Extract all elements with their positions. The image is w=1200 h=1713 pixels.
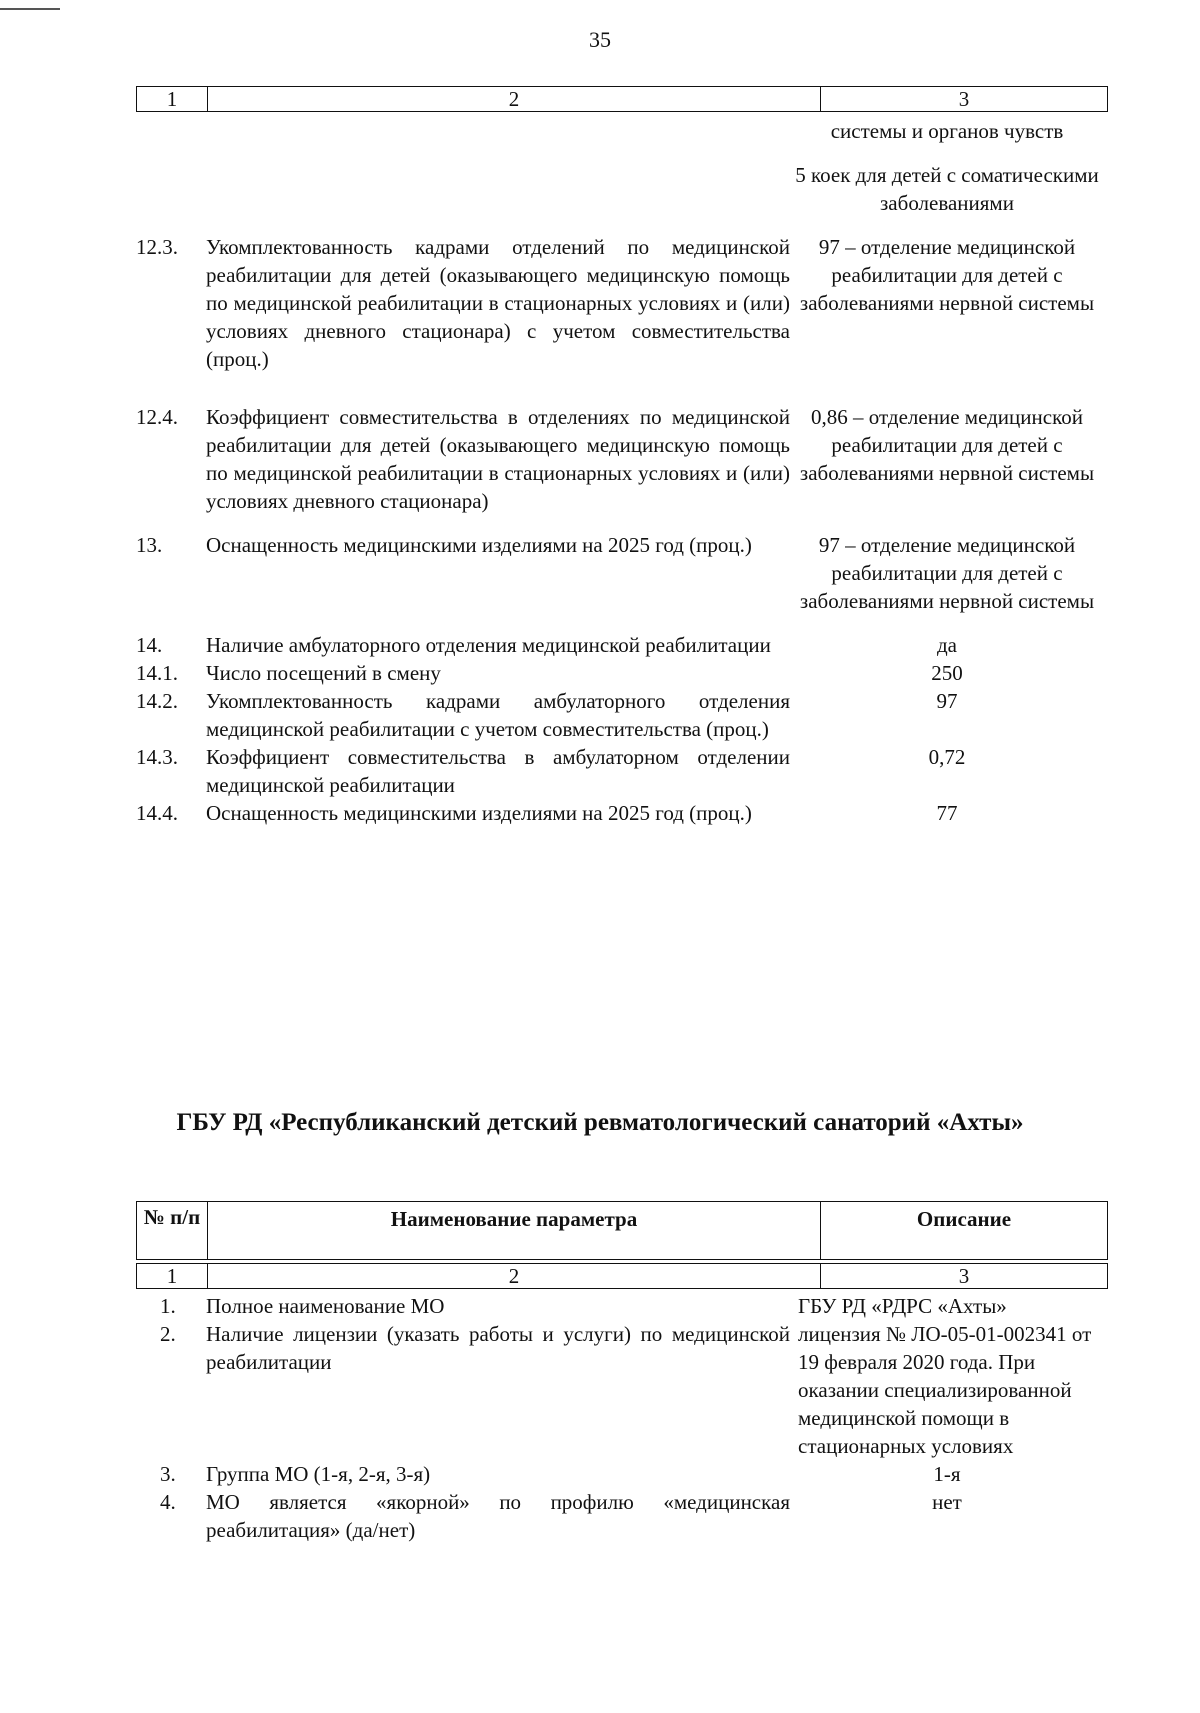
row-description: 77 [936, 801, 958, 825]
table2-colnum-1: 1 [137, 1264, 208, 1289]
row-number: 3. [160, 1462, 176, 1486]
row-parameter: Число посещений в смену [206, 661, 441, 685]
row-parameter: Укомплектованность кадрами амбулаторного отделения медицинской реабилитации с учетом совместительства (проц.) [206, 689, 790, 741]
table1-colnum-3: 3 [821, 87, 1108, 112]
table-row [136, 743, 1104, 799]
row-number: 12.3. [136, 235, 178, 259]
table-row [136, 1320, 1104, 1460]
row-description: 0,72 [928, 745, 966, 769]
row-description: лицензия № ЛО-05-01-002341 от 19 февраля 2020 года. При оказании специализированной медицинской помощи в стационарных условиях [798, 1322, 1092, 1458]
table-row [136, 1488, 1104, 1544]
table-row [136, 659, 1104, 687]
section-title [0, 1106, 1200, 1140]
row-number: 14. [136, 633, 163, 657]
row-number: 14.4. [136, 801, 178, 825]
row-number: 4. [160, 1490, 176, 1514]
row-description: 97 [936, 689, 958, 713]
table-row [136, 799, 1104, 827]
table-row [136, 631, 1104, 659]
row-description: 250 [931, 661, 963, 685]
row-number: 14.3. [136, 745, 178, 769]
row-description: 97 – отделение медицинской реабилитации для детей с заболеваниями нервной системы [799, 235, 1095, 315]
row-description: да [936, 633, 957, 657]
row-number: 13. [136, 533, 163, 557]
row-parameter: Группа МО (1-я, 2-я, 3-я) [206, 1462, 431, 1486]
table1-column-number-row [136, 86, 1108, 112]
header-parameter: Наименование параметра [208, 1202, 821, 1260]
row-number: 1. [160, 1294, 176, 1318]
table1-continuation-2: 5 коек для детей с соматическими заболеваниями [795, 163, 1099, 215]
row-parameter: Укомплектованность кадрами отделений по медицинской реабилитации для детей (оказывающего медицинскую помощь по медицинской реабилитации в стационарных условиях и (или) условиях дневного стационара) с учетом совместительства (проц.) [206, 235, 790, 371]
page-number: 35 [589, 27, 611, 52]
row-description: ГБУ РД «РДРС «Ахты» [798, 1294, 1007, 1318]
row-number: 12.4. [136, 405, 178, 429]
table1-colnum-2: 2 [208, 87, 821, 112]
table1-colnum-1: 1 [137, 87, 208, 112]
row-parameter: Полное наименование МО [206, 1294, 445, 1318]
table-row [136, 1460, 1104, 1488]
table-row [136, 687, 1104, 743]
scan-edge-line [0, 8, 60, 10]
row-description: 1-я [933, 1462, 961, 1486]
row-parameter: МО является «якорной» по профилю «медицинская реабилитация» (да/нет) [206, 1490, 790, 1542]
row-parameter: Коэффициент совместительства в амбулаторном отделении медицинской реабилитации [206, 745, 790, 797]
table-row [136, 233, 1104, 373]
table1-body [136, 117, 1104, 827]
row-description: 97 – отделение медицинской реабилитации для детей с заболеваниями нервной системы [799, 533, 1095, 613]
table2-header [136, 1201, 1108, 1260]
row-description: 0,86 – отделение медицинской реабилитации для детей с заболеваниями нервной системы [799, 405, 1095, 485]
row-parameter: Оснащенность медицинскими изделиями на 2025 год (проц.) [206, 801, 752, 825]
section-title-text: ГБУ РД «Республиканский детский ревматологический санаторий «Ахты» [176, 1109, 1024, 1136]
table1-continuation-row [136, 161, 1104, 217]
header-num: № п/п [137, 1202, 208, 1260]
row-number: 14.1. [136, 661, 178, 685]
row-number: 2. [160, 1322, 176, 1346]
table2-colnum-2: 2 [208, 1264, 821, 1289]
row-parameter: Наличие амбулаторного отделения медицинской реабилитации [206, 633, 771, 657]
row-parameter: Наличие лицензии (указать работы и услуги) по медицинской реабилитации [206, 1322, 790, 1374]
table-row [136, 403, 1104, 515]
row-parameter: Коэффициент совместительства в отделениях по медицинской реабилитации для детей (оказывающего медицинскую помощь по медицинской реабилитации в стационарных условиях и (или) условиях дневного стационара) [206, 405, 790, 513]
table-row [136, 531, 1104, 615]
row-number: 14.2. [136, 689, 178, 713]
table2-colnum-3: 3 [821, 1264, 1108, 1289]
row-parameter: Оснащенность медицинскими изделиями на 2025 год (проц.) [206, 533, 752, 557]
row-description: нет [932, 1490, 962, 1514]
table1-continuation-row [136, 117, 1104, 145]
table2-column-number-row [136, 1263, 1108, 1289]
table-row [136, 1292, 1104, 1320]
table2-body [136, 1292, 1104, 1544]
header-description: Описание [821, 1202, 1108, 1260]
table1-continuation-1: системы и органов чувств [830, 119, 1064, 143]
